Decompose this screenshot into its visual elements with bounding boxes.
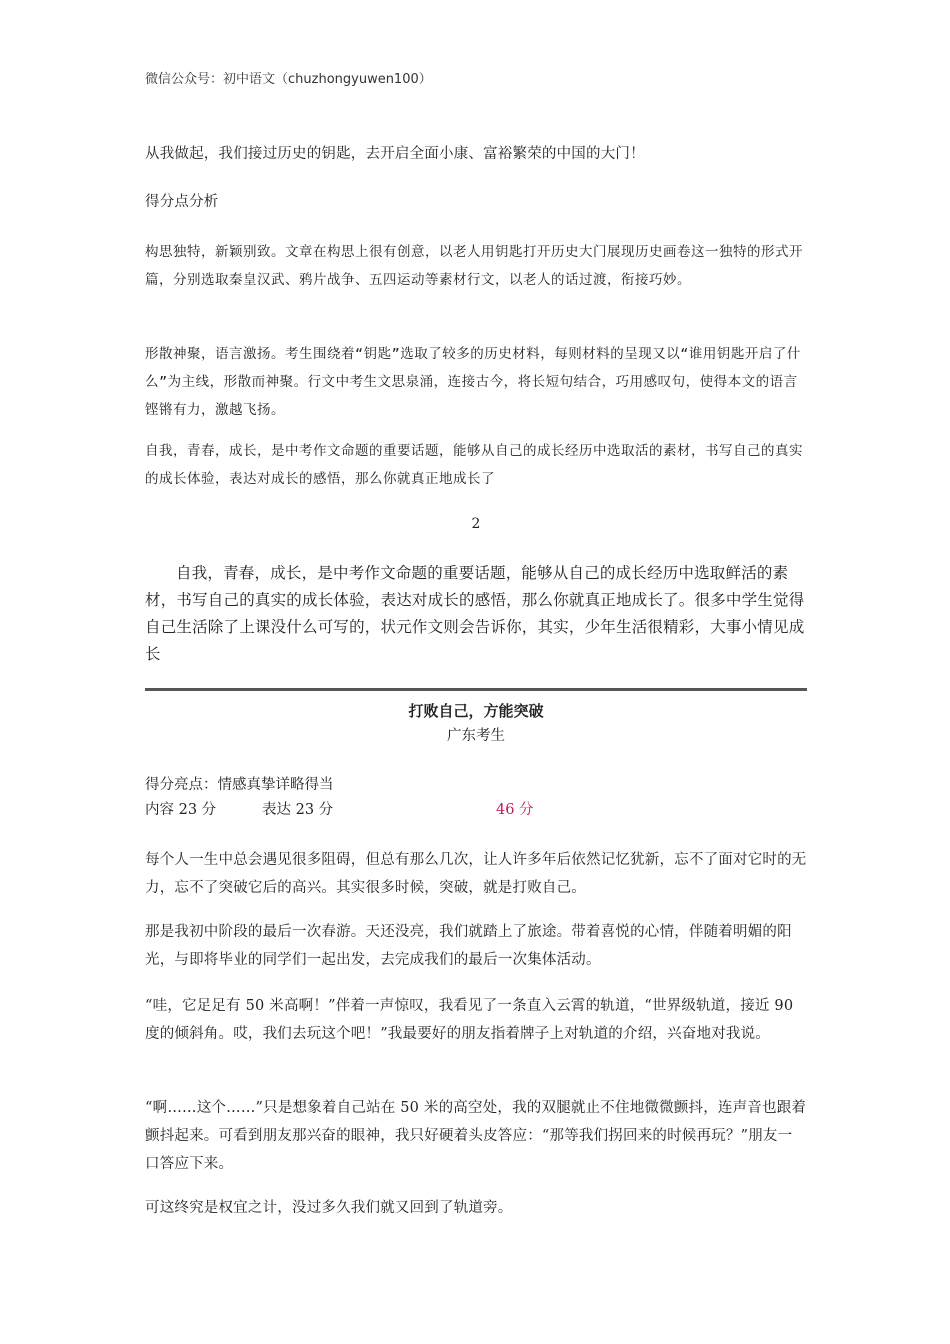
page-number: 2 xyxy=(471,516,481,532)
essay-paragraph-1: 每个人一生中总会遇见很多阻碍，但总有那么几次，让人许多年后依然记忆犹新，忘不了面对它时的无力，忘不了突破它后的高兴。其实很多时候，突破，就是打败自己。 xyxy=(145,852,807,896)
section-divider xyxy=(145,688,807,691)
essay-paragraph-5: 可这终究是权宜之计，没过多久我们就又回到了轨道旁。 xyxy=(145,1200,513,1216)
analysis-paragraph-1: 构思独特，新颖别致。文章在构思上很有创意，以老人用钥匙打开历史大门展现历史画卷这一独特的形式开篇，分别选取秦皇汉武、鸦片战争、五四运动等素材行文，以老人的话过渡，衔接巧妙。 xyxy=(145,244,803,288)
essay-paragraph-2: 那是我初中阶段的最后一次春游。天还没亮，我们就踏上了旅途。带着喜悦的心情，伴随着明媚的阳光，与即将毕业的同学们一起出发，去完成我们的最后一次集体活动。 xyxy=(145,924,792,968)
page-header: 微信公众号：初中语文（chuzhongyuwen100） xyxy=(145,72,432,87)
closing-paragraph: 从我做起，我们接过历史的钥匙，去开启全面小康、富裕繁荣的中国的大门！ xyxy=(145,146,645,162)
content-score: 内容 23 分 xyxy=(145,802,217,818)
analysis-paragraph-3: 自我，青春，成长，是中考作文命题的重要话题，能够从自己的成长经历中选取活的素材，书写自己的真实的成长体验，表达对成长的感悟，那么你就真正地成长了 xyxy=(145,443,803,487)
essay-paragraph-3: “哇，它足足有 50 米高啊！”伴着一声惊叹，我看见了一条直入云霄的轨道，“世界级轨道，接近 90 度的倾斜角。哎，我们去玩这个吧！”我最要好的朋友指着牌子上对轨道的介绍，兴奋地对我说。 xyxy=(145,998,794,1042)
section-intro: 自我，青春，成长，是中考作文命题的重要话题，能够从自己的成长经历中选取鲜活的素材，书写自己的真实的成长体验，表达对成长的感悟，那么你就真正地成长了。很多中学生觉得自己生活除了上课没什么可写的，状元作文则会告诉你，其实，少年生活很精彩，大事小情见成长 xyxy=(145,564,805,663)
essay-title: 打败自己，方能突破 xyxy=(408,702,544,720)
analysis-heading: 得分点分析 xyxy=(145,194,219,210)
expression-score: 表达 23 分 xyxy=(262,802,334,818)
analysis-paragraph-2: 形散神聚，语言激扬。考生围绕着“钥匙”选取了较多的历史材料，每则材料的呈现又以“谁用钥匙开启了什么”为主线，形散而神聚。行文中考生文思泉涌，连接古今，将长短句结合，巧用感叹句，使得本文的语言铿锵有力，激越飞扬。 xyxy=(145,346,801,418)
score-highlight: 得分亮点：情感真挚详略得当 xyxy=(145,777,334,793)
essay-paragraph-4: “啊……这个……”只是想象着自己站在 50 米的高空处，我的双腿就止不住地微微颤抖，连声音也跟着颤抖起来。可看到朋友那兴奋的眼神，我只好硬着头皮答应：“那等我们拐回来的时候再玩？”朋友一口答应下来。 xyxy=(145,1100,807,1172)
total-score: 46 分 xyxy=(496,802,534,818)
essay-author: 广东考生 xyxy=(447,728,505,744)
